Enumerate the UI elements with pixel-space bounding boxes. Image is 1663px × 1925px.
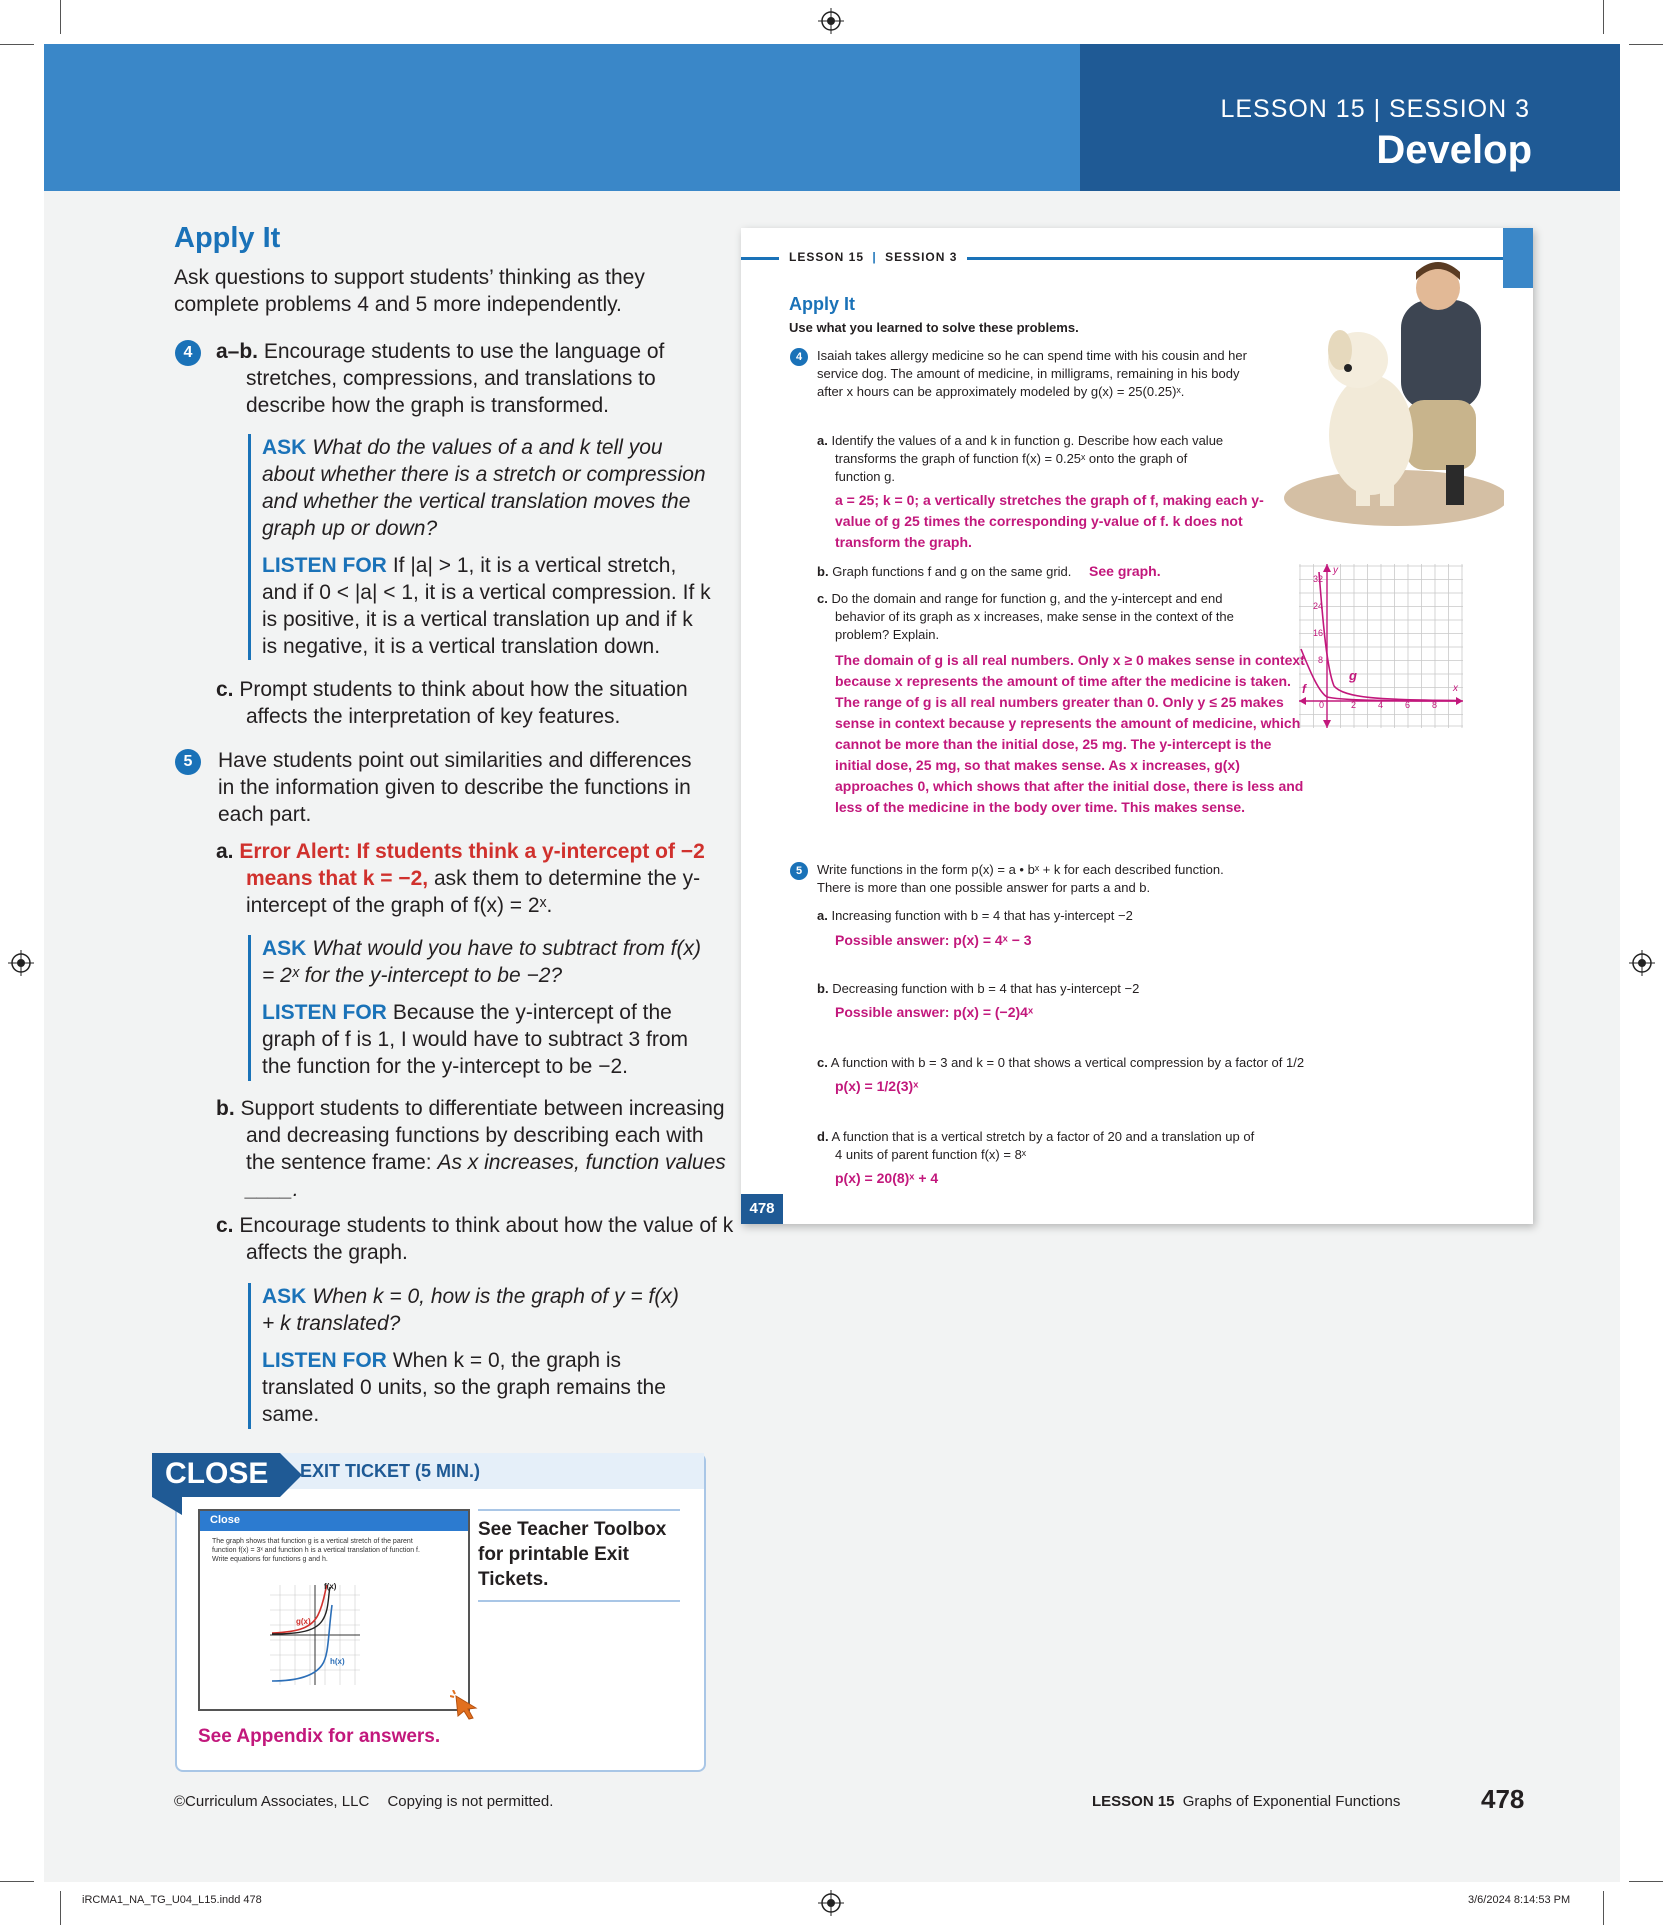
crop-mark (0, 1881, 34, 1882)
header-banner (44, 44, 1080, 191)
student-with-dog-photo (1276, 250, 1504, 530)
footer-lesson-title: Graphs of Exponential Functions (1182, 1793, 1401, 1810)
listen-for-text: If |a| > 1, it is a vertical stretch, and if 0 < |a| < 1, it is a vertical compression. If k is positive, it is a vertical translation up and if k is negative, it is a vertical translation down. (262, 554, 711, 658)
graph-x-axis-label: x (1453, 683, 1458, 694)
footer-lesson (1092, 1793, 1400, 1810)
problem-5-number: 5 (175, 749, 201, 775)
graph-y-tick: 16 (1312, 628, 1323, 638)
student-4c-text: Do the domain and range for function g, and the y-intercept and end behavior of its graph as x increases, make sense in the context of the problem? Explain. (831, 591, 1234, 642)
graph-y-tick: 8 (1317, 655, 1323, 665)
student-problem-5a (817, 907, 1257, 925)
graph-label-g: g(x) (296, 1617, 311, 1626)
ask-listen-block-2 (248, 935, 712, 1081)
student-5b-label: b. (817, 981, 829, 996)
problem-5b-guidance (216, 1095, 736, 1203)
problem-5b-label: b. (216, 1097, 235, 1120)
student-4c-label: c. (817, 591, 828, 606)
graph-curve-label-g: g (1349, 668, 1357, 683)
student-tag-session: SESSION 3 (885, 250, 958, 264)
crop-mark (1603, 0, 1604, 34)
exit-ticket-thumbnail[interactable] (198, 1509, 470, 1711)
student-4b-label: b. (817, 564, 829, 579)
close-tab-arrow (280, 1453, 302, 1497)
slug-file-info: iRCMA1_NA_TG_U04_L15.indd 478 (82, 1894, 262, 1906)
student-problem-5-text: Write functions in the form p(x) = a • bˣ + k for each described function. There is more than one possible answer for parts a and b. (817, 862, 1224, 895)
apply-it-intro: Ask questions to support students’ thinking as they complete problems 4 and 5 more independently. (174, 266, 645, 316)
exit-ticket-label: EXIT TICKET (5 MIN.) (300, 1461, 480, 1481)
graph-curve-label-f: f (1302, 682, 1306, 696)
problem-5a-guidance (216, 838, 736, 919)
ask-label: ASK (262, 436, 307, 459)
ask-question: What would you have to subtract from f(x) = 2ˣ for the y-intercept to be −2? (262, 937, 701, 987)
problem-4ab-label: a–b. (216, 340, 259, 363)
graph-y-tick-labels (1309, 566, 1323, 674)
listen-for-label: LISTEN FOR (262, 1349, 387, 1372)
graph-y-tick: 32 (1312, 574, 1323, 584)
crop-mark (0, 44, 34, 45)
problem-5c-label: c. (216, 1214, 234, 1237)
graph-y-axis-label: y (1333, 565, 1338, 576)
student-apply-it-heading: Apply It (789, 294, 855, 314)
problem-4-number: 4 (175, 340, 201, 366)
ask-question: When k = 0, how is the graph of y = f(x) + k translated? (262, 1285, 679, 1335)
student-4b-text: Graph functions f and g on the same grid. (832, 564, 1072, 579)
registration-mark-icon (818, 1890, 844, 1916)
problem-5a-text: ask them to determine the y-intercept of the graph of f(x) = 2ˣ. (246, 867, 701, 917)
listen-for-text: Because the y-intercept of the graph of f is 1, I would have to subtract 3 from the function for the y-intercept to be −2. (262, 1001, 689, 1078)
student-subheading: Use what you learned to solve these problems. (789, 320, 1079, 335)
crop-mark (1629, 1881, 1663, 1882)
registration-mark-icon (818, 8, 844, 34)
close-label: CLOSE (165, 1457, 269, 1490)
problem-4ab-guidance (216, 338, 736, 419)
student-4a-text: Identify the values of a and k in function g. Describe how each value transforms the graph of function f(x) = 0.25ˣ onto the graph of function g. (831, 433, 1224, 484)
problem-5a-label: a. (216, 840, 234, 863)
student-5b-answer: Possible answer: p(x) = (−2)4ˣ (835, 1004, 1034, 1020)
student-4b-answer: See graph. (1089, 563, 1161, 579)
problem-4c-label: c. (216, 678, 234, 701)
crop-mark (1629, 44, 1663, 45)
listen-for-label: LISTEN FOR (262, 1001, 387, 1024)
ask-label: ASK (262, 937, 307, 960)
problem-5b-text: Support students to differentiate between increasing and decreasing functions by describing each with the sentence frame: (240, 1097, 725, 1174)
student-5d-answer: p(x) = 20(8)ˣ + 4 (835, 1170, 939, 1186)
problem-4ab-text: Encourage students to use the language of stretches, compressions, and translations to describe how the graph is transformed. (246, 340, 665, 417)
student-5a-label: a. (817, 908, 828, 923)
cursor-click-icon (450, 1690, 480, 1720)
footer-copyright-text: ©Curriculum Associates, LLC (174, 1793, 370, 1810)
student-problem-5d (817, 1128, 1255, 1164)
student-5d-label: d. (817, 1129, 829, 1144)
student-problem-4-number: 4 (790, 348, 808, 366)
page-title: Develop (1376, 128, 1532, 172)
problem-5c-guidance (216, 1212, 736, 1266)
problem-5-intro: Have students point out similarities and differences in the information given to describe the functions in each part. (218, 749, 692, 826)
ask-listen-block-3 (248, 1283, 692, 1429)
exit-ticket-card-title: Close (200, 1511, 468, 1531)
graph-x-tick: 4 (1378, 700, 1384, 710)
graph-x-tick: 0 (1319, 700, 1325, 710)
student-5c-text: A function with b = 3 and k = 0 that shows a vertical compression by a factor of 1/2 (830, 1055, 1305, 1070)
teacher-toolbox-note: See Teacher Toolbox for printable Exit Tickets. (478, 1509, 680, 1602)
exit-ticket-card-text: The graph shows that function g is a vertical stretch of the parent function f(x) = 3ˣ and function h is a vertical translation of function f. Write equations for functions g and h. (212, 1538, 420, 1563)
student-5a-answer: Possible answer: p(x) = 4ˣ − 3 (835, 932, 1032, 948)
problem-5c-text: Encourage students to think about how the value of k affects the graph. (239, 1214, 734, 1264)
problem-4c-text: Prompt students to think about how the situation affects the interpretation of key features. (239, 678, 688, 728)
student-corner-tab (1503, 228, 1533, 288)
graph-x-tick: 2 (1351, 700, 1357, 710)
sentence-frame: As x increases, function values ____. (246, 1151, 726, 1201)
student-4a-answer: a = 25; k = 0; a vertically stretches the graph of f, making each y-value of g 25 times the corresponding y-value of f. k does not transform the graph. (835, 492, 1264, 550)
footer-copying-text: Copying is not permitted. (387, 1793, 554, 1810)
student-4a-label: a. (817, 433, 828, 448)
student-problem-5c (817, 1054, 1337, 1072)
slug-timestamp: 3/6/2024 8:14:53 PM (1468, 1894, 1571, 1906)
student-page-number: 478 (741, 1194, 783, 1224)
ask-question: What do the values of a and k tell you about whether there is a stretch or compression and whether the vertical translation moves the graph up or down? (262, 436, 706, 540)
graph-label-f: f(x) (324, 1582, 337, 1591)
listen-for-text: When k = 0, the graph is translated 0 units, so the graph remains the same. (262, 1349, 666, 1426)
student-4c-answer: The domain of g is all real numbers. Only x ≥ 0 makes sense in context because x represents the amount of time after the medicine is taken. The range of g is all real numbers greater than 0. Only y ≤ 25 makes sense in context because y represents the amount of medicine, which cannot be more than the initial dose, 25 mg. The y-intercept is the initial dose, 25 mg, so that makes sense. As x increases, g(x) approaches 0, which shows that after the initial dose, there is less and less of the medicine in the body over time. This makes sense. (835, 652, 1305, 815)
registration-mark-icon (1629, 950, 1655, 976)
student-problem-5-number: 5 (790, 862, 808, 880)
crop-mark (60, 1891, 61, 1925)
student-problem-4a (817, 432, 1225, 486)
student-problem-5b (817, 980, 1257, 998)
student-lesson-tag: LESSON 15 | SESSION 3 (779, 245, 967, 269)
footer-copyright (174, 1793, 553, 1810)
student-5d-text: A function that is a vertical stretch by a factor of 20 and a translation up of 4 units of parent function f(x) = 8ˣ (831, 1129, 1255, 1162)
student-5a-text: Increasing function with b = 4 that has y-intercept −2 (831, 908, 1133, 923)
registration-mark-icon (8, 950, 34, 976)
student-problem-4b (817, 562, 1197, 581)
problem-4c-guidance (216, 676, 736, 730)
lesson-session-tag: LESSON 15 | SESSION 3 (1220, 95, 1530, 123)
graph-label-h: h(x) (330, 1657, 345, 1666)
listen-for-label: LISTEN FOR (262, 554, 387, 577)
graph-y-tick: 24 (1312, 601, 1323, 611)
crop-mark (1603, 1891, 1604, 1925)
appendix-note: See Appendix for answers. (198, 1726, 441, 1747)
footer-lesson-label: LESSON 15 (1092, 1793, 1175, 1810)
graph-x-tick: 8 (1432, 700, 1438, 710)
ask-listen-block-1 (248, 434, 712, 660)
graph-x-tick: 6 (1405, 700, 1411, 710)
footer-page-number: 478 (1481, 1784, 1525, 1814)
student-problem-4c (817, 590, 1235, 644)
student-5c-answer: p(x) = 1/2(3)ˣ (835, 1078, 919, 1094)
student-5b-text: Decreasing function with b = 4 that has y-intercept −2 (832, 981, 1140, 996)
exit-ticket-graph (270, 1585, 360, 1685)
ask-label: ASK (262, 1285, 307, 1308)
student-problem-4-text: Isaiah takes allergy medicine so he can spend time with his cousin and her service dog. The amount of medicine, in milligrams, remaining in his body after x hours can be approximately modeled by g(x) = 25(0.25)ˣ. (817, 348, 1247, 399)
student-tag-lesson: LESSON 15 (789, 250, 865, 264)
crop-mark (60, 0, 61, 34)
student-page (741, 228, 1533, 1224)
apply-it-heading: Apply It (174, 222, 281, 254)
student-5c-label: c. (817, 1055, 828, 1070)
close-tab-fold (152, 1497, 182, 1515)
error-alert: Error Alert: If students think a y-intercept of −2 means that k = −2, (239, 840, 705, 890)
